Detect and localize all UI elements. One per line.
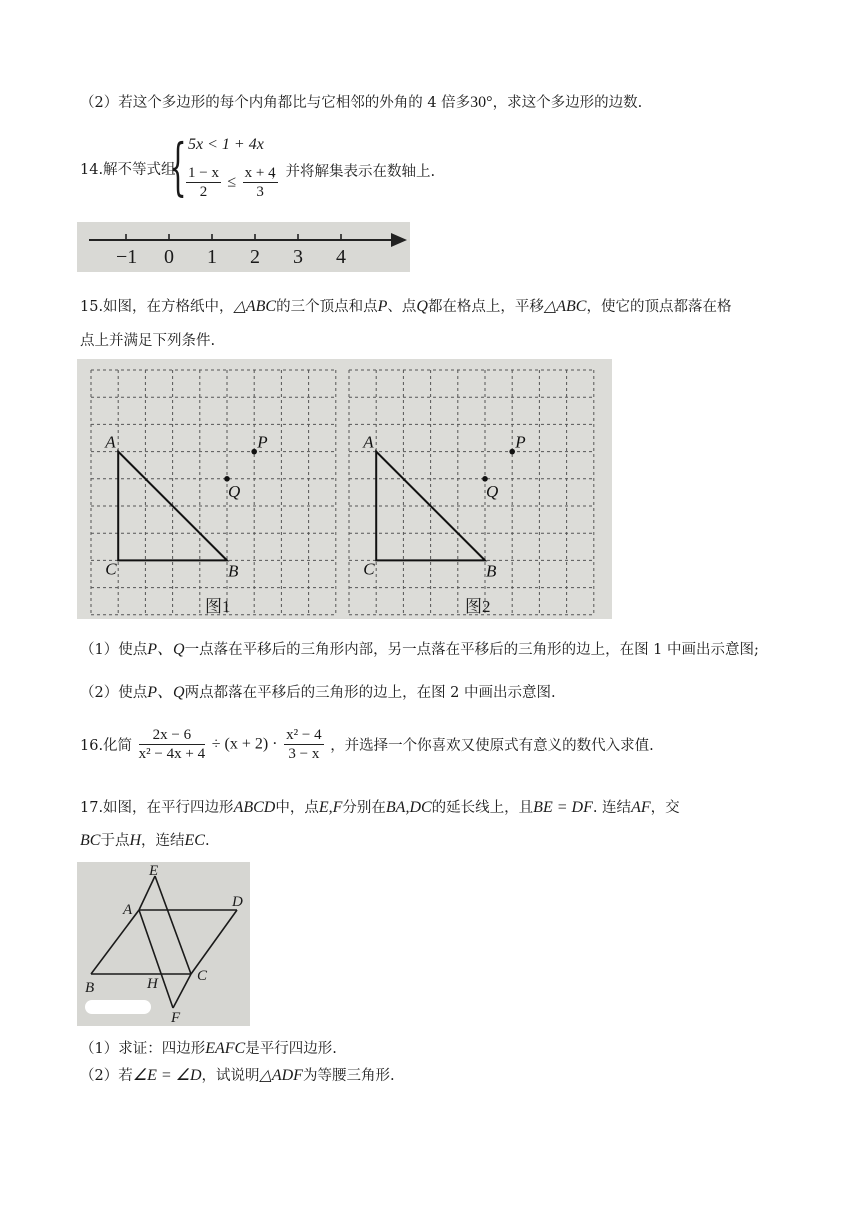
q14-ineq2 (184, 164, 280, 201)
white-blot (85, 1000, 151, 1014)
q17-ef: E,F (318, 799, 343, 816)
q15-text-b: 的三个顶点和点 (276, 299, 378, 315)
q13-angle: 30° (470, 94, 493, 111)
q15-line1 (80, 297, 731, 317)
q15-tri: △ABC (233, 298, 277, 315)
number-line-label: 2 (250, 246, 260, 268)
q16-frac2-num: x² − 4 (286, 727, 322, 743)
q17-af: AF (631, 799, 651, 816)
q14-suffix (271, 160, 435, 181)
q17-eafc: EAFC (205, 1040, 246, 1057)
q17-part2-c: 为等腰三角形. (302, 1068, 395, 1084)
q17-h: H (129, 832, 142, 849)
label-B: B (85, 980, 95, 996)
q15-tri-2: △ABC (543, 298, 587, 315)
point-p (251, 449, 257, 455)
q14-frac-left (186, 164, 221, 201)
q14-ineq1-text: 5x < 1 + 4x (188, 136, 264, 153)
seg-CF (173, 974, 191, 1008)
q16-frac1-num: 2x − 6 (139, 726, 205, 745)
q15-part2 (80, 683, 556, 703)
q17-e: . 连结 (592, 800, 632, 816)
q17-f: ，交 (650, 800, 680, 816)
q15-part2-b: 两点都落在平移后的三角形的边上，在图 2 中画出示意图. (184, 685, 556, 701)
q15-part1-pq: P、Q (147, 641, 185, 658)
q15-part2-pq: P、Q (147, 684, 185, 701)
q16-frac2-den: 3 − x (288, 746, 320, 762)
label-E: E (149, 863, 159, 879)
q17-c: 分别在 (342, 800, 386, 816)
q17-eq: BE = DF (533, 799, 593, 816)
q15-sep: 、点 (387, 299, 417, 315)
number-line-arrow (391, 233, 407, 247)
seg-BA (91, 910, 139, 974)
q15-part1-a: （1）使点 (80, 642, 148, 658)
q15-text-a: 15.如图，在方格纸中， (80, 299, 234, 315)
seg-AE (139, 876, 155, 910)
q16-frac1 (139, 726, 205, 763)
grid-figure-svg (77, 359, 612, 619)
label-c: C (105, 559, 117, 579)
number-line-label: −1 (116, 246, 138, 268)
q17-ec: EC (184, 832, 205, 849)
label-c: C (363, 559, 375, 579)
q17-line1 (80, 798, 680, 818)
q17-line2-c: . (204, 833, 210, 849)
q17-part2-a: （2）若 (80, 1068, 133, 1084)
point-p (509, 449, 515, 455)
number-line-label: 3 (293, 246, 303, 268)
q16-frac1-den: x² − 4x + 4 (138, 746, 206, 762)
q15-text-d: ，使它的顶点都落在格 (586, 299, 732, 315)
q16-mid: ÷ (x + 2) · (211, 735, 278, 753)
q14-suffix-text: ，并将解集表示在数轴上. (271, 164, 436, 180)
label-p: P (515, 432, 526, 452)
q17-part1-a: （1）求证：四边形 (80, 1041, 206, 1057)
q15-line2 (80, 331, 215, 351)
q15-part1-b: 一点落在平移后的三角形内部，另一点落在平移后的三角形的边上，在图 1 中画出示意图; (184, 642, 759, 658)
label-q: Q (486, 481, 499, 501)
q16-suffix: ，并选择一个你喜欢又使原式有意义的数代入求值. (330, 738, 654, 754)
q17-abcd: ABCD (233, 799, 276, 816)
q15-part2-a: （2）使点 (80, 685, 148, 701)
q17-line2 (80, 831, 210, 851)
label-D: D (232, 894, 243, 910)
label-H: H (147, 976, 158, 992)
point-q (482, 476, 488, 482)
point-q (224, 476, 230, 482)
q17-a: 17.如图，在平行四边形 (80, 800, 234, 816)
q14-leq: ≤ (227, 173, 237, 191)
q17-b: 中，点 (275, 800, 319, 816)
q14-ineq1 (188, 136, 264, 154)
fig1-caption: 图1 (205, 597, 231, 616)
fig2-caption: 图2 (465, 597, 491, 616)
label-a: A (105, 432, 116, 452)
q17-bc: BC (80, 832, 101, 849)
q14-frac-right-den: 3 (256, 184, 264, 200)
seg-EC (155, 876, 191, 974)
grid-figure-image (77, 359, 612, 619)
q13-part2 (80, 93, 642, 113)
number-line-image (77, 222, 410, 272)
q17-part1-b: 是平行四边形. (245, 1041, 337, 1057)
label-b: B (486, 561, 497, 581)
q14-brace: { (169, 130, 187, 203)
q14-frac-left-den: 2 (199, 184, 208, 200)
q17-angles: ∠E = ∠D (132, 1067, 202, 1084)
seg-AF (139, 910, 173, 1008)
q16-label: 16.化简 (80, 738, 133, 754)
parallelogram-figure-image (77, 862, 250, 1026)
label-q: Q (228, 481, 241, 501)
number-line-label: 4 (336, 246, 346, 268)
q15-text-c: 都在格点上，平移 (427, 299, 544, 315)
q17-badc: BA,DC (385, 799, 432, 816)
label-b: B (228, 561, 239, 581)
q17-part1 (80, 1039, 337, 1059)
q15-line2-text: 点上并满足下列条件. (80, 333, 216, 349)
q14-label-text: 14.解不等式组 (80, 162, 176, 178)
q17-d: 的延长线上，且 (431, 800, 534, 816)
label-p: P (257, 432, 268, 452)
q17-part2 (80, 1066, 395, 1086)
q16 (80, 726, 654, 763)
q15-part1 (80, 640, 759, 660)
parallelogram-figure-svg (77, 862, 250, 1026)
q13-part2-suffix: ，求这个多边形的边数. (492, 95, 643, 111)
label-A: A (123, 902, 133, 918)
number-line-label: 1 (207, 246, 217, 268)
q14-frac-left-num: 1 − x (188, 165, 219, 181)
q17-line2-a: 于点 (100, 833, 130, 849)
q13-part2-text: （2）若这个多边形的每个内角都比与它相邻的外角的 4 倍多 (80, 95, 471, 111)
q15-p: P (377, 298, 388, 315)
q14-label (80, 160, 176, 180)
q17-line2-b: ，连结 (141, 833, 185, 849)
q17-part2-b: ，试说明 (201, 1068, 260, 1084)
q14-frac-right-num: x + 4 (244, 165, 276, 181)
label-C: C (197, 968, 208, 984)
q16-frac2 (284, 726, 323, 763)
label-a: A (363, 432, 374, 452)
seg-DC (191, 910, 237, 974)
label-F: F (171, 1010, 181, 1026)
q17-adf: △ADF (259, 1067, 303, 1084)
q15-q: Q (416, 298, 428, 315)
number-line-label: 0 (164, 246, 174, 268)
